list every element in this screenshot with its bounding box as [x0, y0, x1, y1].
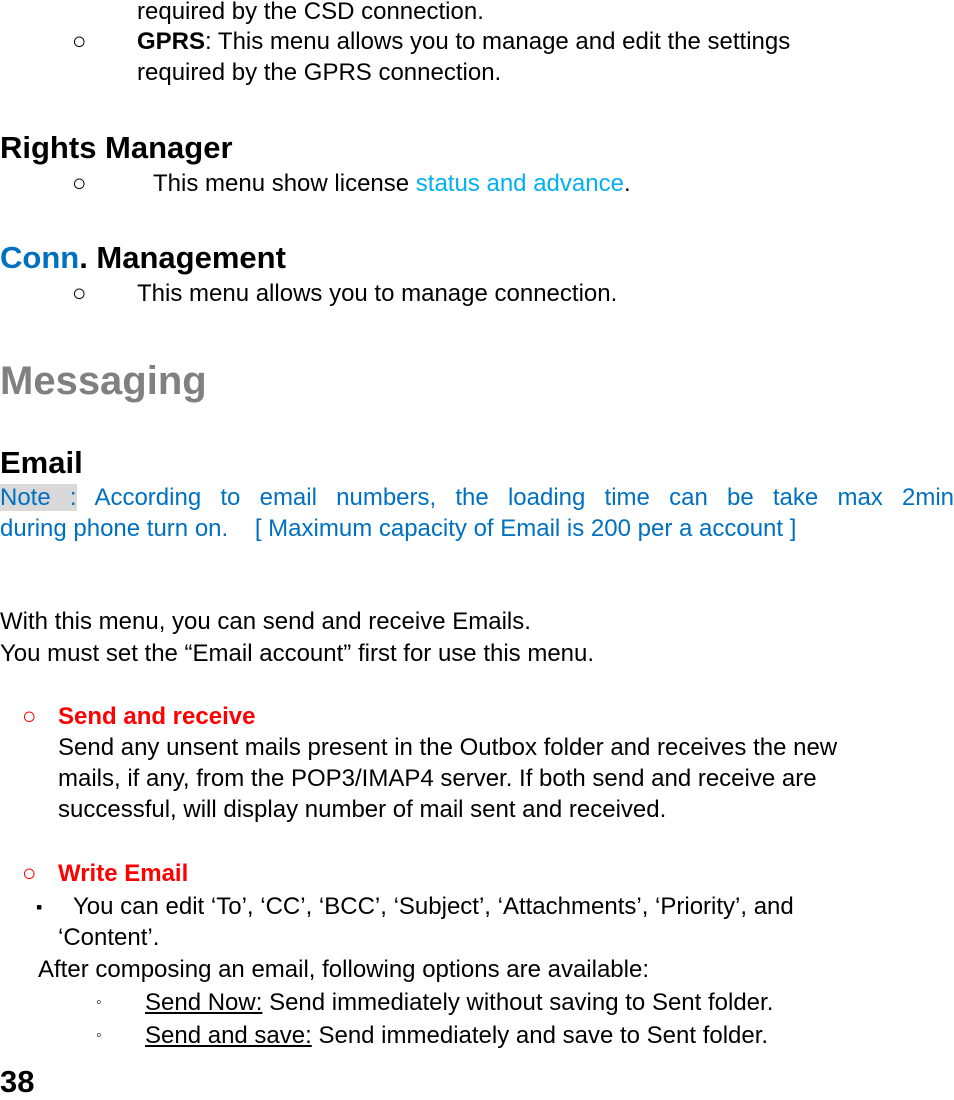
rights-heading: Rights Manager	[0, 130, 233, 165]
bullet: ○	[22, 703, 37, 730]
write-line2: ‘Content’.	[58, 924, 160, 951]
write-email-title: Write Email	[58, 860, 189, 887]
note-line	[0, 484, 954, 512]
option-send-and-save	[145, 1022, 768, 1050]
conn-heading-rest: . Management	[79, 240, 286, 275]
gprs-text: : This menu allows you to manage and edit the settings	[205, 28, 791, 55]
bullet: ○	[72, 170, 87, 197]
option-label: Send and save:	[145, 1022, 312, 1049]
bullet: ◦	[96, 994, 102, 1011]
bullet: ○	[22, 860, 37, 887]
conn-heading	[0, 240, 286, 276]
send-receive-title: Send and receive	[58, 703, 256, 730]
option-text: Send immediately without saving to Sent folder.	[262, 989, 774, 1016]
note-text: According to email numbers, the loading time can be take max 2min	[76, 484, 954, 511]
gprs-term: GPRS	[137, 28, 206, 55]
send-receive-line: successful, will display number of mail sent and received.	[58, 796, 667, 823]
write-line1: You can edit ‘To’, ‘CC’, ‘BCC’, ‘Subject’, ‘Attachments’, ‘Priority’, and	[73, 893, 794, 920]
after-composing: After composing an email, following options are available:	[38, 956, 650, 983]
rights-link: status and advance	[415, 170, 624, 197]
period: .	[623, 170, 631, 197]
messaging-heading: Messaging	[0, 359, 207, 403]
send-receive-line: Send any unsent mails present in the Outbox folder and receives the new	[58, 734, 838, 761]
gprs-line2: required by the GPRS connection.	[137, 59, 502, 86]
csd-line: required by the CSD connection.	[137, 0, 484, 25]
square-bullet: ▪	[36, 897, 43, 917]
rights-text: This menu show license	[153, 170, 416, 197]
option-label: Send Now:	[145, 989, 263, 1016]
bullet: ○	[72, 280, 87, 307]
conn-heading-blue: Conn	[0, 240, 80, 275]
rights-item	[153, 170, 631, 198]
note-line2: during phone turn on. [ Maximum capacity of Email is 200 per a account ]	[0, 515, 797, 542]
conn-text: This menu allows you to manage connection.	[137, 280, 618, 307]
send-receive-line: mails, if any, from the POP3/IMAP4 server. If both send and receive are	[58, 765, 817, 792]
option-send-now	[145, 989, 773, 1017]
option-text: Send immediately and save to Sent folder.	[311, 1022, 769, 1049]
email-heading: Email	[0, 445, 83, 480]
gprs-item	[137, 28, 790, 56]
bullet: ◦	[96, 1027, 102, 1044]
bullet: ○	[72, 28, 87, 55]
note-label: Note :	[0, 484, 77, 511]
intro2: You must set the “Email account” first for use this menu.	[0, 640, 595, 667]
intro1: With this menu, you can send and receive Emails.	[0, 608, 531, 635]
page-number: 38	[0, 1064, 35, 1099]
